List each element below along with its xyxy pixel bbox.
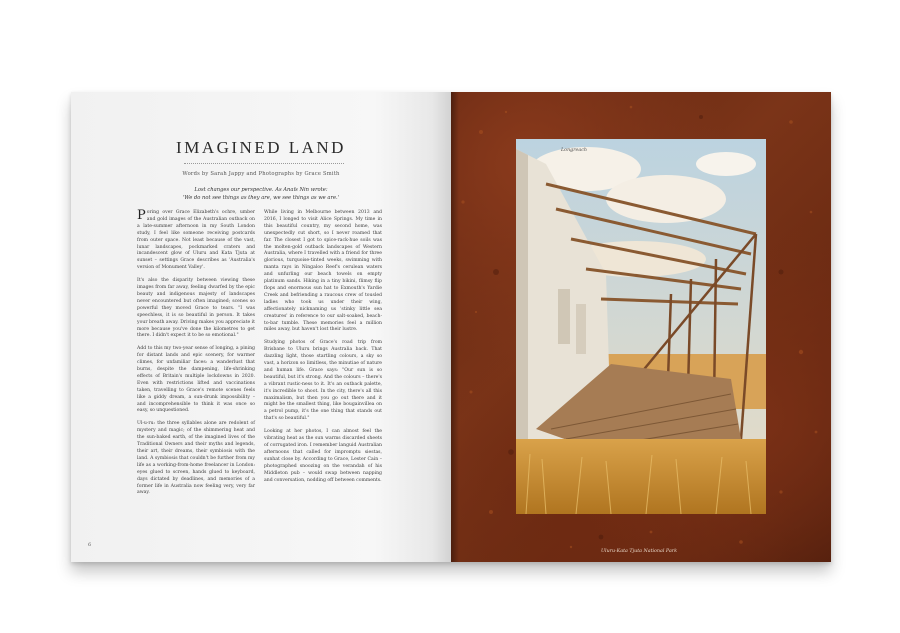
paragraph-text: oring over Grace Elizabeth's ochre, umber and gold images of the Australian outback on a late-summer afternoon in my South London study, I feel like someone receiving postcards from outer space. Not least because of the vast, lunar landscapes, pockmarked craters and incandescent glow of Uluru and Kata Tjuta at sunset – settings Grace describes as 'Australia's version of Monument Valley'. bbox=[137, 210, 255, 271]
paragraph: Studying photos of Grace's road trip from Brisbane to Uluru brings Australia back. That dazzling light, those startling colours, a sky so vast, a horizon so limitless, the minutiae of nature and human life. Grace says: "Our sun is so beautiful, but it's strong. And the colours – there's a vibrant rustic-ness to it. It's an outback palette, it's incredible to shoot. In the city, there's all this maximalism, but then you go out there and it might be the smallest thing, like bougainvillea on a petrol pump, it's the one thing that stands out that's so beautiful." bbox=[264, 340, 382, 422]
left-page bbox=[71, 92, 451, 562]
article-byline: Words by Sarah Jappy and Photographs by Grace Smith bbox=[182, 171, 340, 177]
text-column-right bbox=[264, 210, 382, 490]
right-page bbox=[451, 92, 831, 562]
paragraph: Looking at her photos, I can almost feel the vibrating heat as the sun warms discarded sheets of corrugated iron. I remember languid Australian afternoons that called for impromptu siestas, sunhat close by. According to Grace, Lester Cain – photographed snoozing on the verandah of his Middleton pub – would swap between napping and conversation, nodding off between comments. bbox=[264, 429, 382, 483]
paragraph: It's also the disparity between viewing these images from far away, feeling dwarfed by the epic beauty and indigenous majesty of landscapes never encountered but often imagined; scenes so powerful they moved Grace to tears. "I was speechless, it is so beautiful in person. It takes your breath away. Driving makes you appreciate it more because you've done the kilometres to get there. I didn't expect it to be so emotional." bbox=[137, 278, 255, 339]
paragraph: Ul-u-ru: the three syllables alone are redolent of mystery and magic; of the shimmering heat and the sun-baked earth, of the imagined lives of the Traditional Owners and their myths and legends, their art, their dreams, their symbiosis with the land. A symbiosis that couldn't be further from my life as a working-from-home freelancer in London: eyes glued to screen, hands glued to keyboard, days dictated by deadlines, and memories of a former life in Australia now feeling very, very far away. bbox=[137, 421, 255, 496]
photo-location-label: Longreach bbox=[561, 148, 588, 153]
book-gutter-shadow bbox=[451, 92, 459, 562]
drop-cap: P bbox=[137, 208, 146, 223]
paragraph bbox=[137, 210, 255, 272]
paragraph: Add to this my two-year sense of longing, a pining for distant lands and epic scenery, for warmer climes, for unfamiliar faces: a wanderlust that burns, despite the dampening, life-shrinking effects of Britain's multiple lockdowns in 2020. Even with restrictions lifted and vaccinations taken, travelling to Grace's remote scenes feels like a giddy dream, a sun-drunk impossibility – and incomprehensible to think it was once so easy, so unquestioned. bbox=[137, 346, 255, 414]
photo-caption: Uluru-Kata Tjuta National Park bbox=[601, 549, 678, 554]
paragraph: While living in Melbourne between 2013 and 2016, I longed to visit Alice Springs. My time in this beautiful country, my second home, was unexpectedly cut short, so I never roamed that far. The closest I got to spice-rack-hue soils was the molten-gold outback landscapes of Western Australia, where I travelled with a friend for three glorious, turquoise-tinted weeks, swimming with manta rays in Ningaloo Reef's cerulean waters and unfurling our beach towels on empty platinum sands. Hiking in a tiny bikini, flimsy flip flops and enormous sun hat to Exmouth's Yardie Creek and befriending a raucous crew of tousled ladies who took us under their wing, affectionately nicknaming us 'stinky little sea creatures' in reference to our salt-soaked, beach-to-bar tumble. These memories feel a million miles away, but haven't lost their lustre. bbox=[264, 210, 382, 333]
article-title: IMAGINED LAND bbox=[176, 138, 346, 157]
veranda-photo bbox=[516, 139, 766, 514]
magazine-spread bbox=[71, 92, 831, 562]
page-number: 6 bbox=[88, 542, 92, 548]
text-column-left bbox=[137, 210, 255, 503]
title-divider bbox=[184, 163, 344, 164]
photo-frame bbox=[516, 139, 766, 514]
pull-quote bbox=[71, 186, 451, 202]
pull-quote-line-1: Lost changes our perspective. As Anaïs Nin wrote: bbox=[194, 187, 328, 193]
pull-quote-line-2: 'We do not see things as they are, we see things as we are.' bbox=[182, 195, 340, 201]
